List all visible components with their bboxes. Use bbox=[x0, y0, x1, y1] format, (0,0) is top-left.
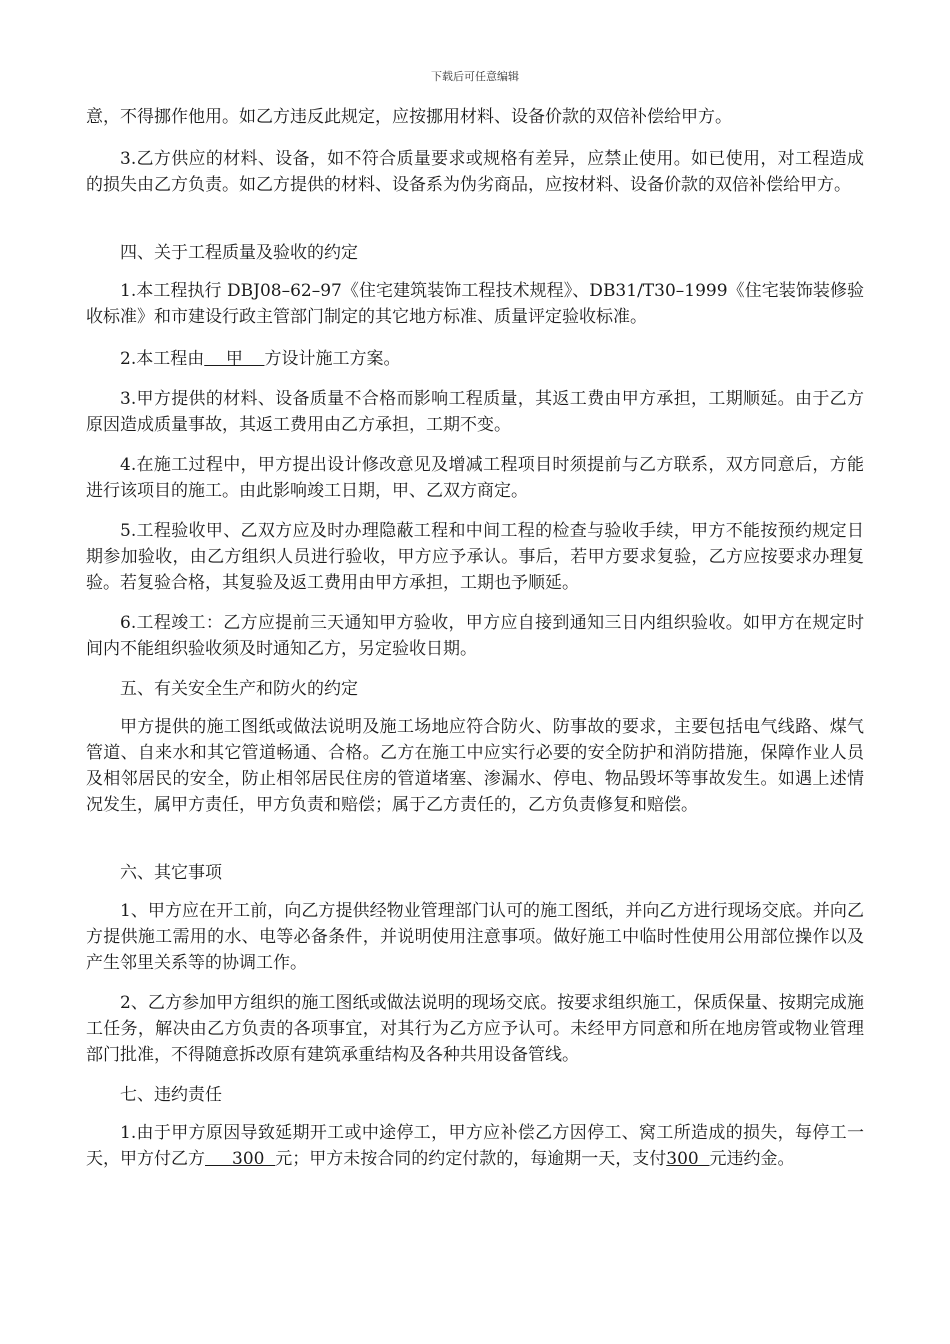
page-header: 下载后可任意编辑 bbox=[431, 70, 519, 83]
text: 2.本工程由 bbox=[120, 349, 205, 369]
paragraph: 2、乙方参加甲方组织的施工图纸或做法说明的现场交底。按要求组织施工，保质保量、按期完成施工任务，解决由乙方负责的各项事宜，对其行为乙方应予认可。未经甲方同意和所在地房管或物业管理部门批准，不得随意拆改原有建筑承重结构及各种共用设备管线。 bbox=[86, 993, 864, 1065]
fill-in-blank: 300 bbox=[666, 1149, 710, 1169]
paragraph: 1.本工程执行 DBJ08–62–97《住宅建筑装饰工程技术规程》、DB31/T30–1999《住宅装饰装修验收标准》和市建设行政主管部门制定的其它地方标准、质量评定验收标准。 bbox=[86, 281, 864, 327]
text: 方设计施工方案。 bbox=[264, 349, 401, 369]
paragraph bbox=[86, 346, 864, 372]
paragraph: 甲方提供的施工图纸或做法说明及施工场地应符合防火、防事故的要求，主要包括电气线路、煤气管道、自来水和其它管道畅通、合格。乙方在施工中应实行必要的安全防护和消防措施，保障作业人员及相邻居民的安全，防止相邻居民住房的管道堵塞、渗漏水、停电、物品毁坏等事故发生。如遇上述情况发生，属甲方责任，甲方负责和赔偿；属于乙方责任的，乙方负责修复和赔偿。 bbox=[86, 717, 864, 815]
section-heading: 六、其它事项 bbox=[120, 863, 222, 883]
paragraph bbox=[86, 1120, 864, 1172]
paragraph: 6.工程竣工：乙方应提前三天通知甲方验收，甲方应自接到通知三日内组织验收。如甲方在规定时间内不能组织验收须及时通知乙方，另定验收日期。 bbox=[86, 613, 864, 659]
paragraph: 意，不得挪作他用。如乙方违反此规定，应按挪用材料、设备价款的双倍补偿给甲方。 bbox=[86, 107, 732, 127]
fill-in-blank: 300 bbox=[205, 1149, 276, 1169]
section-heading: 五、有关安全生产和防火的约定 bbox=[120, 679, 358, 699]
text: 元；甲方未按合同的约定付款的，每逾期一天，支付 bbox=[275, 1149, 667, 1169]
paragraph: 5.工程验收甲、乙双方应及时办理隐蔽工程和中间工程的检查与验收手续，甲方不能按预约规定日期参加验收，由乙方组织人员进行验收，甲方应予承认。事后，若甲方要求复验，乙方应按要求办理复验。若复验合格，其复验及返工费用由甲方承担，工期也予顺延。 bbox=[86, 521, 864, 593]
section-heading: 四、关于工程质量及验收的约定 bbox=[120, 243, 358, 263]
paragraph: 3.甲方提供的材料、设备质量不合格而影响工程质量，其返工费由甲方承担，工期顺延。由于乙方原因造成质量事故，其返工费用由乙方承担，工期不变。 bbox=[86, 389, 864, 435]
fill-in-blank: 甲 bbox=[204, 349, 265, 369]
text: 元违约金。 bbox=[709, 1149, 795, 1169]
text: 1.由于甲方原因导致延期开工或中途停工，甲方应补偿乙方因停工、窝工所造成的损失，每停工一天，甲方付乙方 bbox=[86, 1123, 864, 1169]
paragraph: 4.在施工过程中，甲方提出设计修改意见及增减工程项目时须提前与乙方联系，双方同意后，方能进行该项目的施工。由此影响竣工日期，甲、乙双方商定。 bbox=[86, 455, 864, 501]
section-heading: 七、违约责任 bbox=[120, 1085, 222, 1105]
paragraph: 3.乙方供应的材料、设备，如不符合质量要求或规格有差异，应禁止使用。如已使用，对工程造成的损失由乙方负责。如乙方提供的材料、设备系为伪劣商品，应按材料、设备价款的双倍补偿给甲方。 bbox=[86, 149, 864, 195]
paragraph: 1、甲方应在开工前，向乙方提供经物业管理部门认可的施工图纸，并向乙方进行现场交底。并向乙方提供施工需用的水、电等必备条件，并说明使用注意事项。做好施工中临时性使用公用部位操作以及产生邻里关系等的协调工作。 bbox=[86, 901, 864, 973]
